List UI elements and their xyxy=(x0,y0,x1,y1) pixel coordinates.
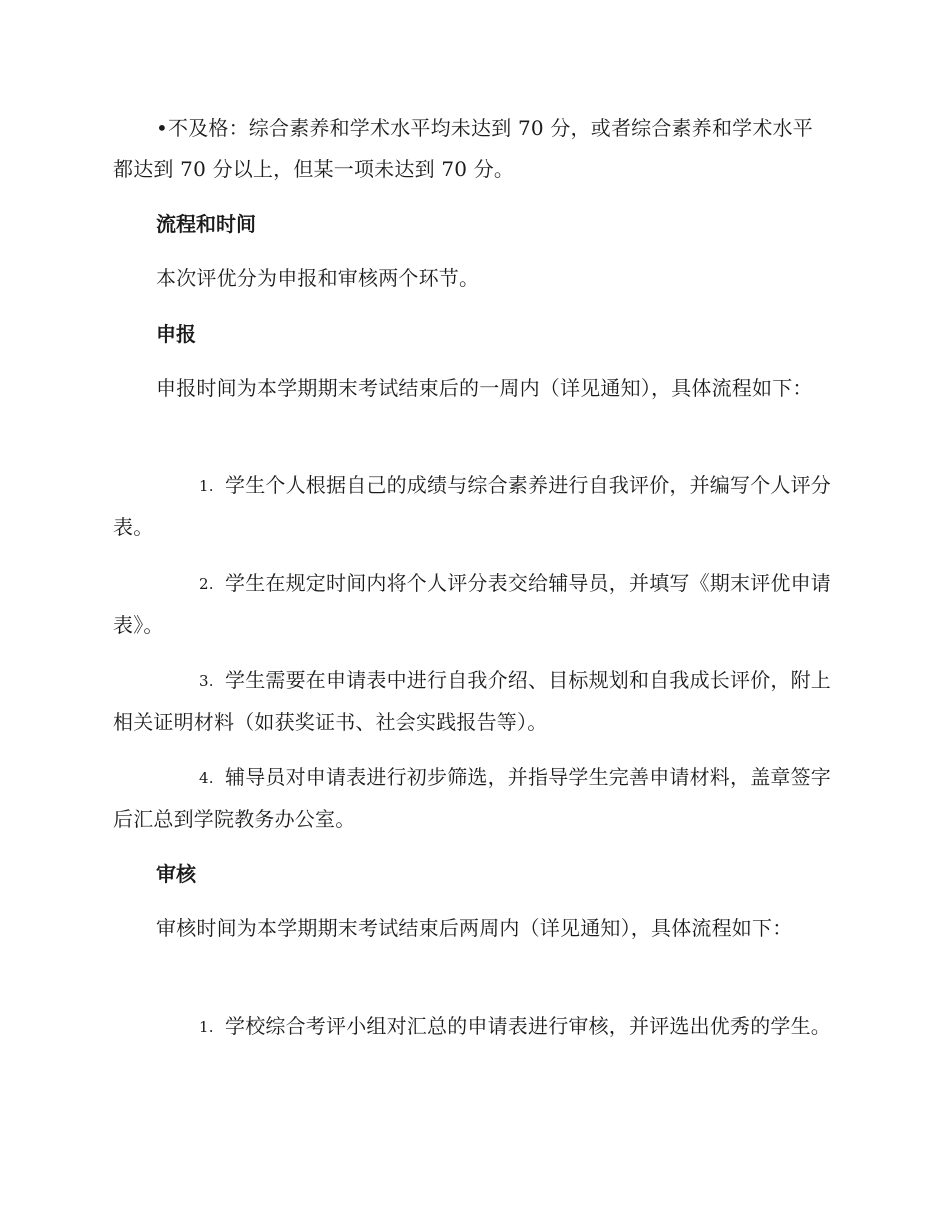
list-item-number: 1. xyxy=(199,477,214,495)
section-heading-apply: 申报 xyxy=(156,322,196,346)
list-item xyxy=(113,465,833,548)
list-item xyxy=(113,757,833,840)
list-item-text: 学生需要在申请表中进行自我介绍、目标规划和自我成长评价，附上相关证明材料（如获奖证书、社会实践报告等）。 xyxy=(113,668,831,734)
list-item-text: 学生个人根据自己的成绩与综合素养进行自我评价，并编写个人评分表。 xyxy=(113,473,831,539)
list-item xyxy=(113,660,833,743)
fail-criteria-paragraph: •不及格：综合素养和学术水平均未达到 70 分，或者综合素养和学术水平都达到 70 分以上，但某一项未达到 70 分。 xyxy=(113,116,813,181)
list-item-number: 3. xyxy=(199,672,214,690)
list-item xyxy=(113,1006,833,1048)
list-item-text: 学校综合考评小组对汇总的申请表进行审核，并评选出优秀的学生。 xyxy=(225,1014,831,1038)
list-item-number: 1. xyxy=(199,1018,214,1036)
list-item-text: 辅导员对申请表进行初步筛选，并指导学生完善申请材料，盖章签字后汇总到学院教务办公室。 xyxy=(113,765,831,831)
list-item-text: 学生在规定时间内将个人评分表交给辅导员，并填写《期末评优申请表》。 xyxy=(113,571,831,637)
list-item-number: 2. xyxy=(199,575,214,593)
section-heading-process: 流程和时间 xyxy=(156,212,256,236)
list-item-number: 4. xyxy=(199,769,214,787)
apply-intro-paragraph: 申报时间为本学期期末考试结束后的一周内（详见通知），具体流程如下： xyxy=(156,376,813,400)
list-item xyxy=(113,563,833,646)
review-intro-paragraph: 审核时间为本学期期末考试结束后两周内（详见通知），具体流程如下： xyxy=(156,916,793,940)
section-heading-review: 审核 xyxy=(156,862,196,886)
intro-paragraph: 本次评优分为申报和审核两个环节。 xyxy=(156,266,480,290)
